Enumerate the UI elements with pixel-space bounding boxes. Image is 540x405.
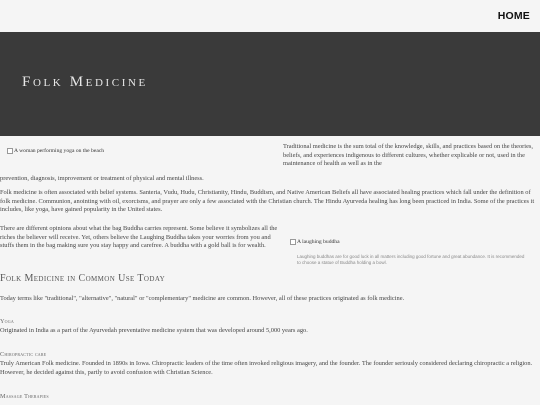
page-title: Folk Medicine — [22, 74, 148, 90]
yoga-image-alt: A woman performing yoga on the beach — [14, 148, 105, 154]
common-use-intro: Today terms like "traditional", "alternative", "natural" or "complementary" medicine are common. However, all of these practices originated as folk medicine. — [0, 295, 405, 302]
home-link[interactable]: HOME — [497, 10, 530, 22]
yoga-image — [7, 148, 104, 154]
intro-paragraph-right: Traditional medicine is the sum total of the knowledge, skills, and practices based on the theories, beliefs, and experiences indigenous to different cultures, whether explicable or not, used in the maintenance of health as well as in the — [283, 143, 534, 168]
buddha-image-alt: A laughing buddha — [297, 239, 340, 245]
section-heading-common-use: Folk Medicine in Common Use Today — [0, 273, 166, 284]
buddha-image — [290, 239, 340, 245]
belief-systems-paragraph: Folk medicine is often associated with belief systems. Santeria, Vudu, Hudu, Christianity, Hindu, Buddism, and Native American Beliefs all have associated healing practices which fall under the definition of folk medicine. Communion, anointing with oil, exorcisms, and prayer are only a few associated with the Christian church. The Hindu Ayurveda healing has long been practiced in India. Some of the practices it includes, like yoga, have gained popularity in the United states. — [0, 189, 535, 214]
chiropractic-text: Truly American Folk medicine. Founded in 1890s in Iowa. Chiropractic leaders of the time often invoked religious imagery, and the founder. The founder seriously considered declaring chiropractic a religion. However, he decided against this, partly to avoid confusion with Christian Science. — [0, 360, 533, 376]
subheading-chiropractic: Chiropractic care — [0, 351, 47, 358]
top-nav-bar — [0, 0, 540, 32]
buddha-paragraph: There are different opinions about what the bag Buddha carries represent. Some believe it symbolizes all the riches the believer will receive. Yet, others believe the Laughing Buddha takes your worries from you and stuffs them in the bag making sure you stay happy and carefree. A buddha with a gold ball is for wealth. — [0, 225, 278, 250]
subheading-yoga: Yoga — [0, 318, 14, 325]
hero-banner — [0, 32, 540, 136]
broken-image-icon — [290, 239, 296, 245]
buddha-caption: Laughing buddhas are for good luck in all matters including good fortune and great abundance. It is recommended to choose a statue of Buddha holding a bowl. — [297, 254, 525, 265]
intro-paragraph-continued: prevention, diagnosis, improvement or treatment of physical and mental illness. — [0, 175, 204, 182]
yoga-text: Originated in India as a part of the Ayurvedah preventative medicine system that was developed around 5,000 years ago. — [0, 327, 308, 334]
subheading-massage: Massage Therapies — [0, 393, 49, 400]
broken-image-icon — [7, 148, 13, 154]
